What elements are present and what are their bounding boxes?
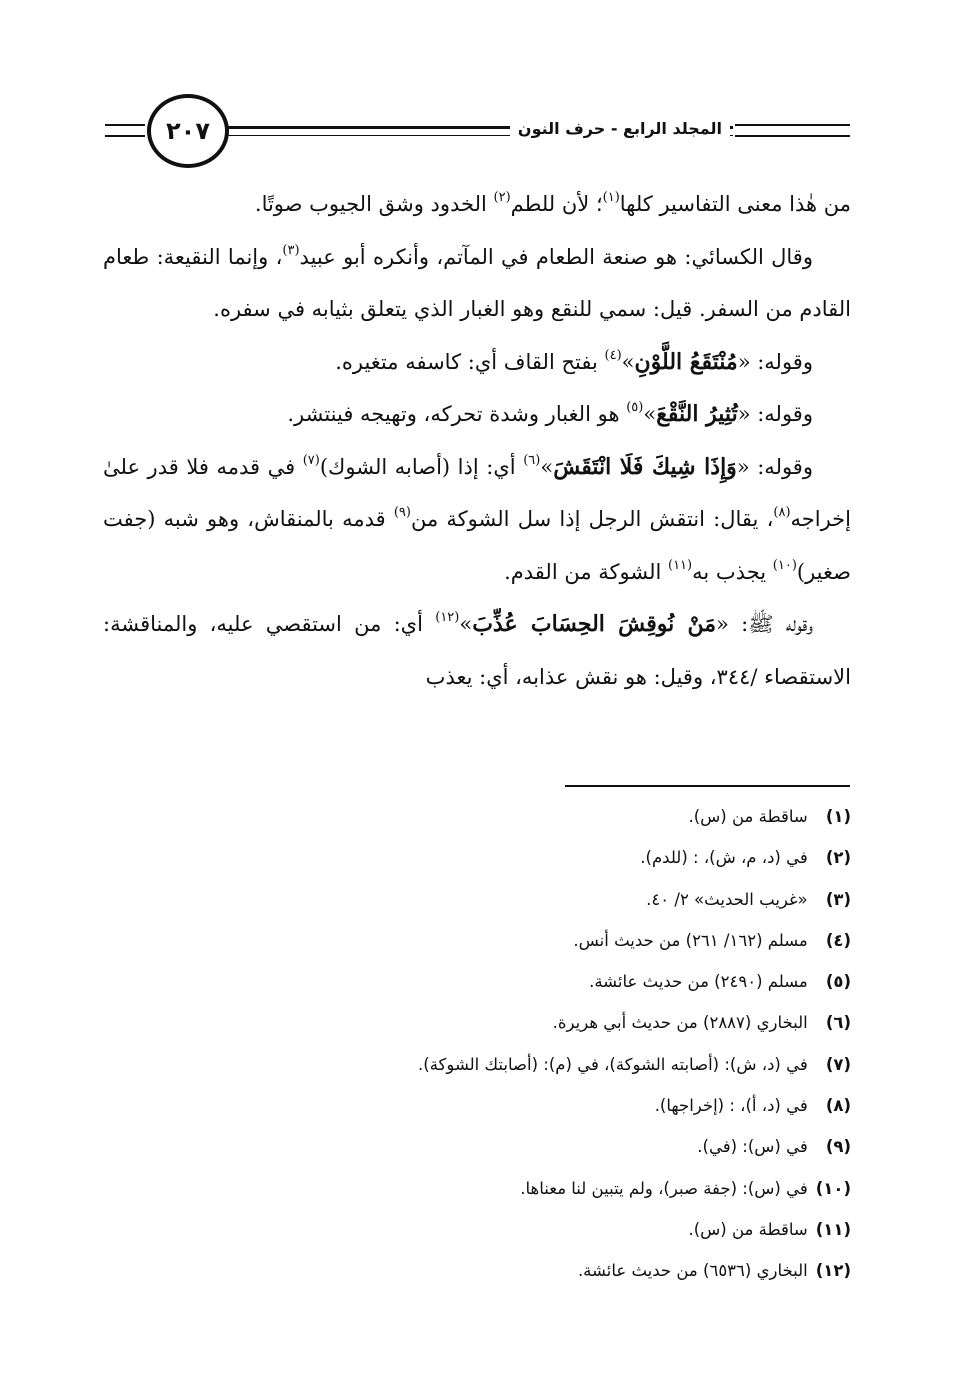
paragraph-2: [103, 231, 851, 336]
text-run: ؛ لأن للطم: [510, 192, 603, 216]
footnote-text: ساقطة من (س).: [688, 807, 808, 826]
footnote-item: [103, 920, 851, 961]
header-rule-end: [735, 124, 850, 137]
hadith-quote: مَنْ نُوقِشَ الحِسَابَ عُذِّبَ: [472, 611, 716, 637]
footnote-item: [103, 1168, 851, 1209]
text-run: »: [540, 454, 554, 479]
footnote-ref: (٧): [302, 452, 320, 468]
footnote-text: في (د، ش): (أصابته الشوكة)، في (م): (أصابتك الشوكة).: [418, 1054, 808, 1074]
page-number: ٢٠٧: [166, 117, 210, 145]
text-run: في قدمه فلا قدر علىٰ إخراجه: [103, 454, 851, 531]
footnote-ref: (٣): [282, 242, 300, 258]
footnote-number: (١١): [815, 1219, 851, 1239]
footnote-number: (٦): [825, 1013, 851, 1033]
footnote-text: البخاري (٢٨٨٧) من حديث أبي هريرة.: [552, 1013, 808, 1033]
text-run: هو الغبار وشدة تحركه، وتهيجه فينتشر.: [287, 402, 627, 426]
text-run: ، يقال: انتقش الرجل إذا سل الشوكة من: [410, 507, 774, 531]
footnote-item: [103, 879, 851, 920]
footnote-number: (١): [825, 807, 851, 826]
text-run: وقوله: «: [736, 454, 813, 479]
text-run: وقوله: «: [737, 349, 813, 374]
footnote-text: في (د، أ)، : (إخراجها).: [654, 1096, 808, 1116]
text-run: من هٰذا معنى التفاسير كلها: [619, 192, 851, 216]
footnote-ref: (١): [602, 190, 620, 205]
running-title: المجلد الرابع - حرف النون: [510, 114, 730, 144]
text-run: »: [459, 612, 473, 636]
footnote-number: (٥): [825, 972, 851, 992]
footnote-item: [103, 1126, 851, 1167]
text-run: »: [621, 349, 635, 374]
main-text: [103, 178, 851, 703]
footnote-ref: (٢): [493, 190, 511, 205]
hadith-quote: مُنْتَقَعُ اللَّوْنِ: [634, 348, 738, 375]
footnote-number: (٧): [825, 1054, 851, 1074]
text-run: يجذب به: [692, 559, 773, 584]
footnote-item: [103, 1002, 851, 1043]
footnote-text: في (س): (في).: [697, 1137, 808, 1157]
page-number-badge: [147, 94, 229, 168]
footnote-number: (١٠): [815, 1178, 851, 1198]
footnote-text: البخاري (٦٥٣٦) من حديث عائشة.: [577, 1261, 808, 1281]
footnote-item: [103, 1044, 851, 1085]
footnotes: [103, 796, 851, 1292]
text-run: وقوله ﷺ: «: [716, 612, 814, 636]
hadith-quote: تُثِيرُ النَّقْعَ: [656, 401, 738, 427]
page-header: [105, 88, 850, 168]
text-run: وقوله: «: [737, 402, 813, 426]
text-run: أي: من استقصي عليه، والمناقشة: الاستقصاء /٣٤٤، وقيل: هو نقش عذابه، أي: يعذب: [103, 612, 851, 689]
text-run: وقال الكسائي: هو صنعة الطعام في المآتم، وأنكره أبو عبيد: [299, 244, 813, 269]
text-run: ، وإنما النقيعة: طعام القادم من السفر. قيل: سمي للنقع وهو الغبار الذي يتعلق بثيابه في سفره.: [103, 244, 851, 321]
text-run: الشوكة من القدم.: [504, 559, 668, 584]
footnote-item: [103, 1085, 851, 1126]
footnote-text: مسلم (٢٤٩٠) من حديث عائشة.: [589, 972, 808, 992]
footnote-item: [103, 961, 851, 1002]
text-run: أي: إذا (أصابه الشوك): [319, 454, 524, 479]
paragraph-5: [103, 441, 851, 599]
footnote-ref: (١٠): [772, 557, 797, 573]
footnote-ref: (٦): [523, 452, 541, 468]
header-rule-left: [105, 124, 145, 137]
footnote-number: (٣): [825, 889, 851, 909]
footnote-ref: (١١): [668, 557, 693, 573]
paragraph-1: [103, 178, 851, 231]
footnote-item: [103, 796, 851, 837]
paragraph-3: [103, 336, 851, 389]
footnote-text: في (د، م، ش)، : (للدم).: [640, 848, 808, 868]
hadith-quote: وَإِذَا شِيكَ فَلَا انْتَقَشَ: [553, 453, 737, 480]
footnote-item: [103, 1209, 851, 1250]
paragraph-6: [103, 598, 851, 703]
text-run: بفتح القاف أي: كاسفه متغيره.: [335, 349, 605, 374]
text-run: الخدود وشق الجيوب صوتًا.: [254, 192, 494, 216]
footnote-separator: [565, 785, 850, 787]
footnote-number: (١٢): [815, 1261, 851, 1281]
footnote-ref: (٩): [393, 505, 411, 520]
footnote-number: (٩): [825, 1137, 851, 1157]
footnote-ref: (٨): [773, 505, 791, 520]
text-run: »: [643, 402, 657, 426]
footnote-ref: (٤): [604, 347, 622, 363]
footnote-ref: (٥): [626, 400, 644, 415]
footnote-text: «غريب الحديث» ٢/ ٤٠.: [646, 889, 808, 909]
footnote-number: (٨): [825, 1096, 851, 1116]
footnote-number: (٢): [825, 848, 851, 868]
footnote-text: مسلم (١٦٢/ ٢٦١) من حديث أنس.: [573, 930, 808, 950]
text-run: قدمه بالمنقاش، وهو شبه (جفت صغير): [103, 507, 851, 584]
footnote-ref: (١٢): [435, 610, 460, 625]
footnote-number: (٤): [825, 930, 851, 950]
paragraph-4: [103, 388, 851, 441]
footnote-item: [103, 1250, 851, 1291]
footnote-text: في (س): (جفة صبر)، ولم يتبين لنا معناها.: [520, 1178, 808, 1198]
footnote-text: ساقطة من (س).: [688, 1219, 808, 1239]
footnote-item: [103, 837, 851, 878]
